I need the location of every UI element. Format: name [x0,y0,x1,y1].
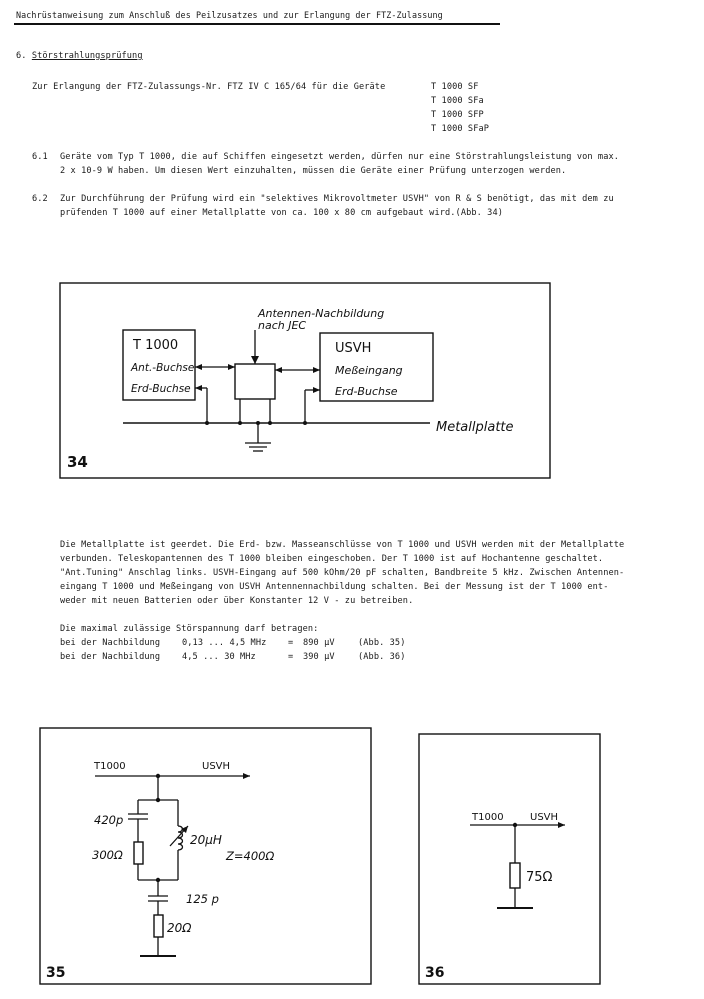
paragraph-6-2-line: Zur Durchführung der Prüfung wird ein "selektives Mikrovoltmeter USVH" von R & S benötigt, das mit dem zu [60,194,614,204]
body-line: verbunden. Teleskopantennen des T 1000 bleiben eingeschoben. Der T 1000 ist auf Hochantenne geschaltet. [60,554,604,564]
capacitor-label: 125 p [186,892,219,906]
paragraph-6-2-line: prüfenden T 1000 auf einer Metallplatte von ca. 100 x 80 cm aufgebaut wird.(Abb. 34) [60,208,504,218]
device-item: T 1000 SFP [431,110,484,120]
intro-text: Zur Erlangung der FTZ-Zulassungs-Nr. FTZ IV C 165/64 für die Geräte [32,82,386,92]
usvh-label: USVH [335,341,372,356]
limit-row-range: 4,5 ... 30 MHz [182,652,256,662]
page-header: Nachrüstanweisung zum Anschluß des Peilzusatzes und zur Erlangung der FTZ-Zulassung [16,10,443,20]
figure-number: 35 [46,965,66,981]
limit-row-label: bei der Nachbildung [60,652,161,662]
figure-36-frame [419,734,600,984]
t1000-label: T 1000 [133,338,179,353]
body-line: Die Metallplatte ist geerdet. Die Erd- bzw. Masseanschlüsse von T 1000 und USVH werden mit der Metallplatte [60,540,625,550]
limit-row-value: 390 μV [303,652,335,662]
t1000-label: T1000 [472,812,504,823]
resistor-label: 75Ω [526,870,553,885]
paragraph-6-1-line: 2 x 10-9 W haben. Um diesen Wert einzuhalten, müssen die Geräte einer Prüfung unterzogen werden. [60,166,567,176]
erd-buchse-label: Erd-Buchse [131,383,191,395]
figure-number: 34 [67,453,88,471]
messeingang-label: Meßeingang [335,364,403,377]
limit-row-value: 890 μV [303,638,335,648]
limit-row-range: 0,13 ... 4,5 MHz [182,638,267,648]
paragraph-6-1-line: Geräte vom Typ T 1000, die auf Schiffen eingesetzt werden, dürfen nur eine Störstrahlungsleistung von max. [60,152,620,162]
section-title: Störstrahlungsprüfung [31,51,143,61]
limit-row-label: bei der Nachbildung [60,638,161,648]
limits-intro: Die maximal zulässige Störspannung darf betragen: [60,624,319,634]
inductor-label: 20μH [190,833,222,847]
figure-number: 36 [425,965,445,981]
capacitor-label: 420p [94,813,124,827]
erd-buchse-label: Erd-Buchse [335,385,398,398]
antenna-label: Antennen-Nachbildung [258,307,385,320]
resistor-label: 20Ω [167,921,192,935]
limit-row-ref: (Abb. 36) [358,652,406,662]
paragraph-number: 6.2 [32,194,48,204]
body-line: "Ant.Tuning" Anschlag links. USVH-Eingang auf 500 kOhm/20 pF schalten, Bandbreite 5 kHz. Zwischen Antennen- [60,568,625,578]
device-item: T 1000 SF [431,82,479,92]
usvh-label: USVH [530,812,559,823]
resistor-label: 300Ω [92,848,123,862]
paragraph-number: 6.1 [32,152,48,162]
device-item: T 1000 SFa [431,96,484,106]
device-item: T 1000 SFaP [431,124,490,134]
section-number: 6. [16,51,27,61]
impedance-label: Z=400Ω [226,849,275,863]
antenna-label: nach JEC [258,319,307,332]
ant-buchse-label: Ant.-Buchse [131,362,195,374]
antenna-network-box [235,364,275,399]
limit-row-ref: (Abb. 35) [358,638,406,648]
metallplatte-label: Metallplatte [436,420,514,435]
body-line: eingang T 1000 und Meßeingang von USVH Antennennachbildung schalten. Bei der Messung ist der T 1000 ent- [60,582,609,592]
usvh-label: USVH [202,761,231,772]
limit-row-eq: = [288,638,294,648]
limit-row-eq: = [288,652,294,662]
t1000-label: T1000 [94,761,126,772]
body-line: weder mit neuen Batterien oder über Konstanter 12 V - zu betreiben. [60,596,414,606]
